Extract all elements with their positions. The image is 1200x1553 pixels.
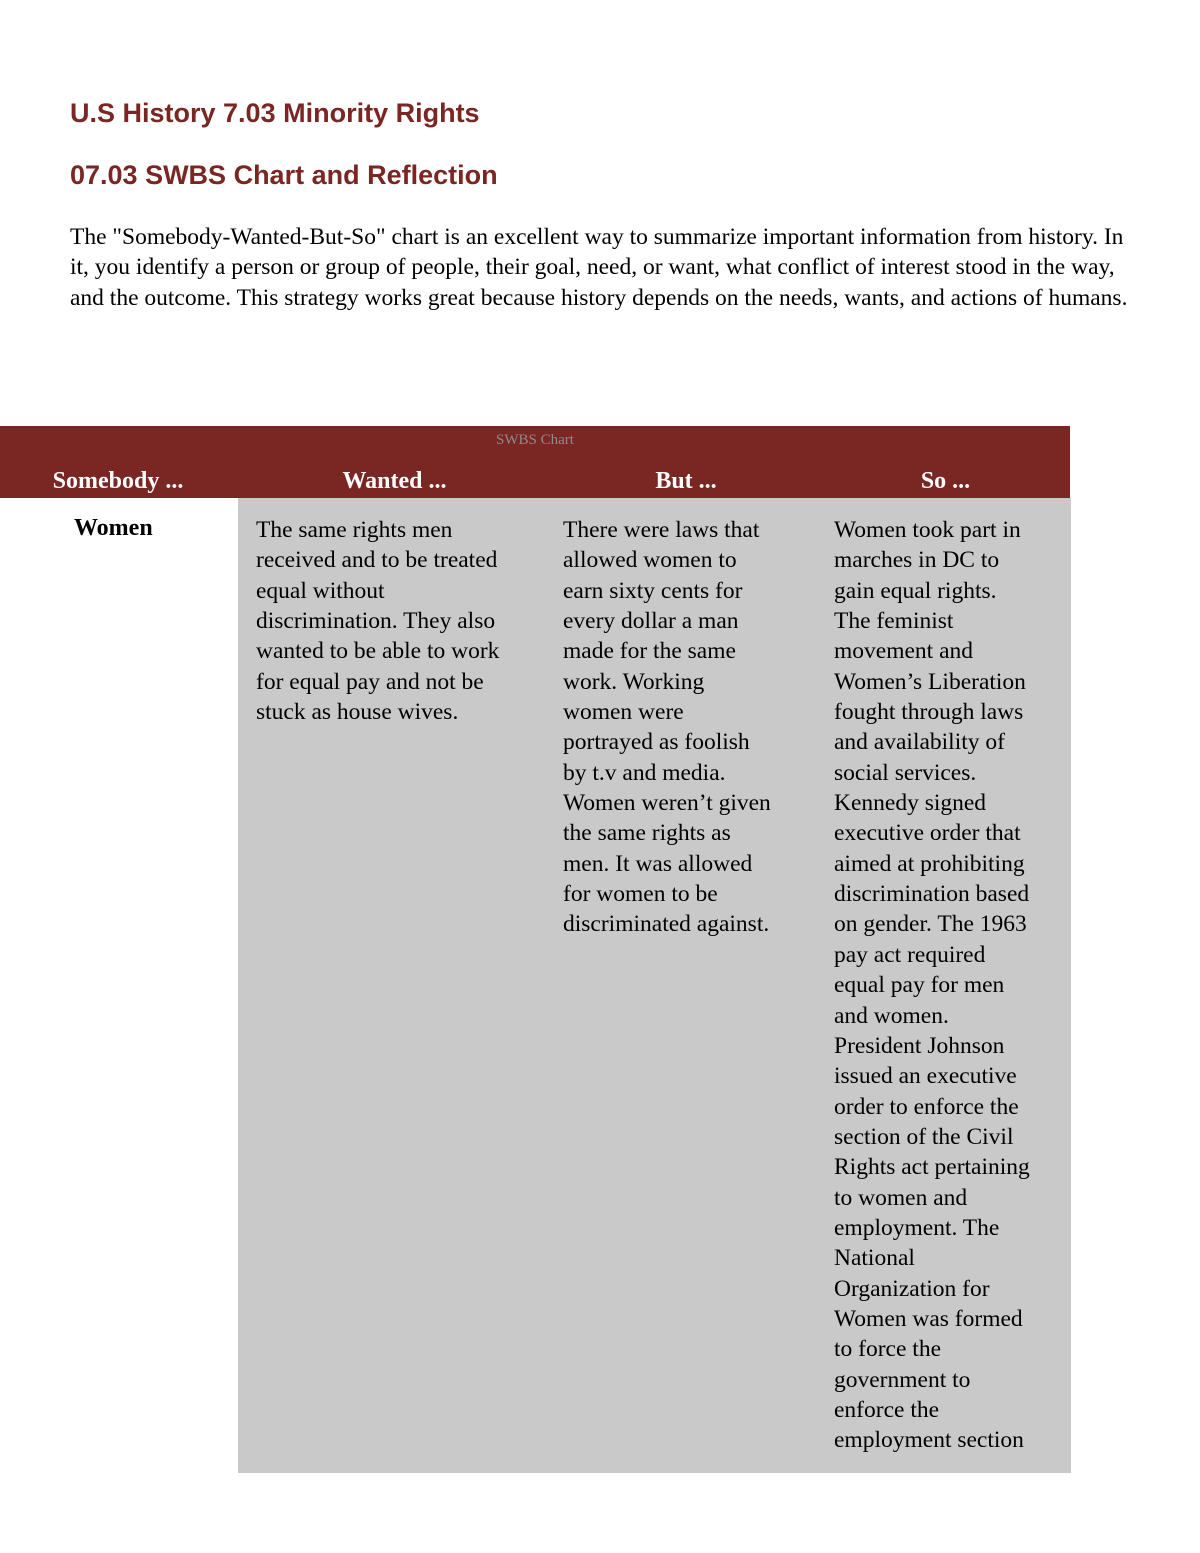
chart-caption: SWBS Chart	[496, 432, 574, 448]
page-subtitle: 07.03 SWBS Chart and Reflection	[70, 160, 498, 190]
intro-paragraph: The "Somebody-Wanted-But-So" chart is an excellent way to summarize important information from history. In it, you identify a person or group of people, their goal, need, or want, what conflict of interest stood in the way, and the outcome. This strategy works great because history depends on the needs, wants, and actions of humans.	[70, 224, 1128, 311]
cell-wanted: The same rights men received and to be treated equal without discrimination. They also wanted to be able to work for equal pay and not be stuck as house wives.	[256, 517, 500, 726]
column-header-but: But ...	[655, 468, 717, 494]
column-header-somebody: Somebody ...	[52, 468, 184, 494]
cell-so: Women took part in marches in DC to gain equal rights. The feminist movement and Women’s Liberation fought through laws and availability of social services. Kennedy signed executive order that aimed at prohibiting discrimination based on gender. The 1963 pay act required equal pay for men and women. President Johnson issued an executive order to enforce the section of the Civil Rights act pertaining to women and employment. The National Organization for Women was formed to force the government to enforce the employment section	[834, 517, 1030, 1454]
column-header-wanted: Wanted ...	[342, 468, 447, 494]
cell-but: There were laws that allowed women to earn sixty cents for every dollar a man made for the same work. Working women were portrayed as foolish by t.v and media. Women weren’t given the same rights as men. It was allowed for women to be discriminated against.	[563, 517, 771, 938]
cell-somebody: Women	[74, 515, 153, 541]
column-header-so: So ...	[920, 468, 971, 494]
page-title: U.S History 7.03 Minority Rights	[70, 98, 480, 128]
